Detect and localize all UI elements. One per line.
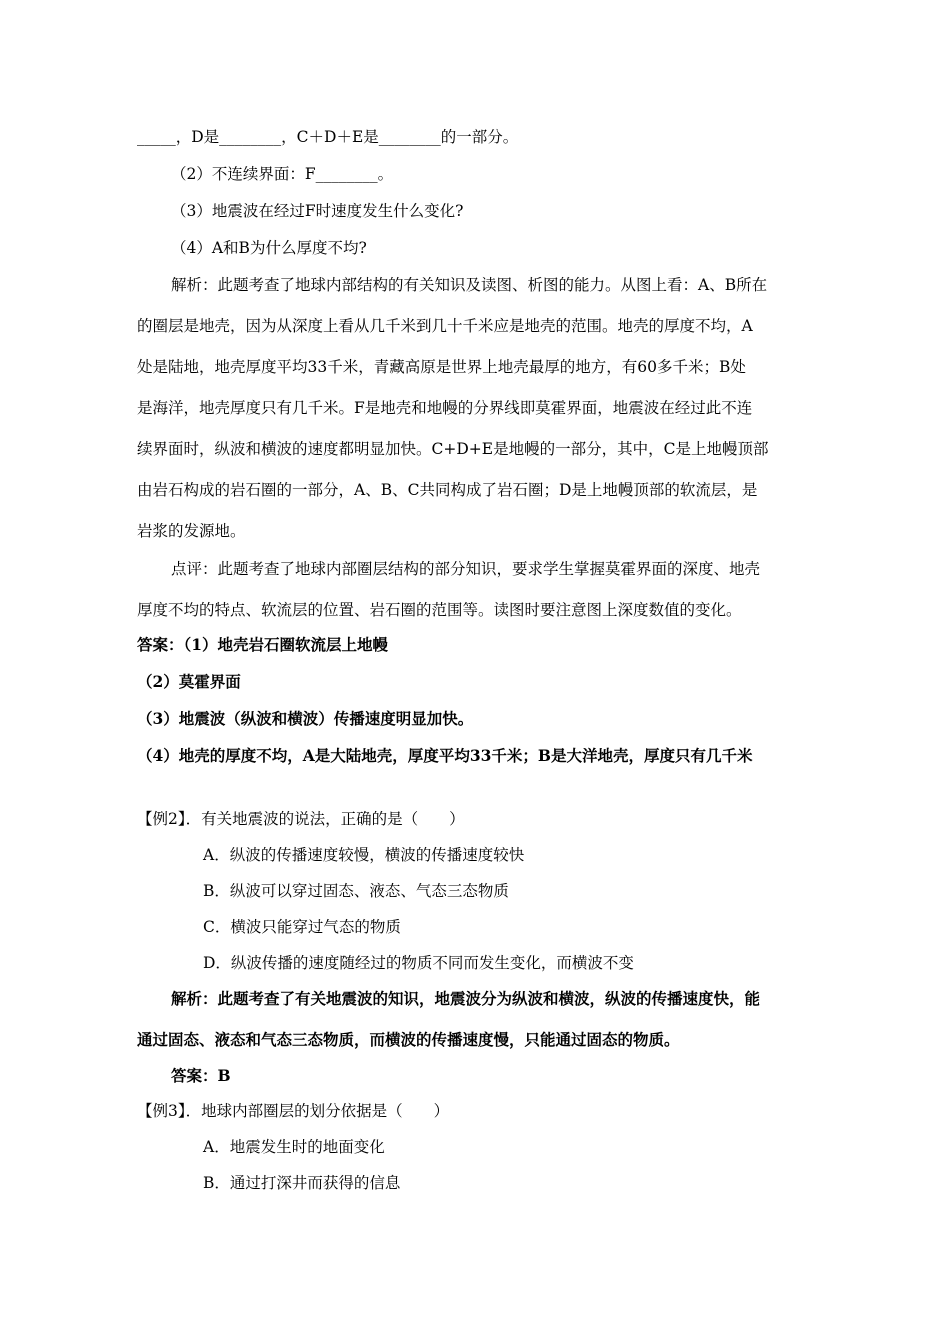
answer-line: （4）地壳的厚度不均，A是大陆地壳，厚度平均33千米；B是大洋地壳，厚度只有几千米 xyxy=(137,746,753,765)
example-3-option-b: B．通过打深井而获得的信息 xyxy=(203,1174,401,1192)
comment-line: 点评：此题考查了地球内部圈层结构的部分知识，要求学生掌握莫霍界面的深度、地壳 xyxy=(171,560,761,578)
analysis-line: 续界面时，纵波和横波的速度都明显加快。C+D+E是地幔的一部分，其中，C是上地幔顶部 xyxy=(137,440,769,458)
analysis-line: 的圈层是地壳，因为从深度上看从几千米到几十千米应是地壳的范围。地壳的厚度不均，A xyxy=(137,317,753,335)
analysis-line: 解析：此题考查了地球内部结构的有关知识及读图、析图的能力。从图上看：A、B所在 xyxy=(171,276,768,294)
example-2-option-a: A．纵波的传播速度较慢，横波的传播速度较快 xyxy=(203,846,525,864)
example-2-analysis-line: 通过固态、液态和气态三态物质，而横波的传播速度慢，只能通过固态的物质。 xyxy=(137,1030,680,1049)
question-2: （2）不连续界面：F________。 xyxy=(171,165,394,183)
example-2-option-b: B．纵波可以穿过固态、液态、气态三态物质 xyxy=(203,882,509,900)
example-2-answer: 答案：B xyxy=(171,1066,231,1085)
answer-line: 答案：（1）地壳岩石圈软流层上地幔 xyxy=(137,635,389,654)
example-2-question: 【例2】．有关地震波的说法，正确的是（ ） xyxy=(137,810,465,828)
question-3: （3）地震波在经过F时速度发生什么变化? xyxy=(171,202,464,220)
q1-continuation: _____，D是________，C＋D＋E是________的一部分。 xyxy=(137,128,519,146)
analysis-line: 由岩石构成的岩石圈的一部分，A、B、C共同构成了岩石圈；D是上地幔顶部的软流层，是 xyxy=(137,481,758,499)
example-2-option-c: C．横波只能穿过气态的物质 xyxy=(203,918,401,936)
example-2-option-d: D．纵波传播的速度随经过的物质不同而发生变化，而横波不变 xyxy=(203,954,634,972)
example-3-option-a: A．地震发生时的地面变化 xyxy=(203,1138,385,1156)
answer-line: （2）莫霍界面 xyxy=(137,672,241,691)
analysis-line: 岩浆的发源地。 xyxy=(137,522,246,540)
analysis-line: 处是陆地，地壳厚度平均33千米，青藏高原是世界上地壳最厚的地方，有60多千米；B处 xyxy=(137,358,746,376)
analysis-line: 是海洋，地壳厚度只有几千米。F是地壳和地幔的分界线即莫霍界面，地震波在经过此不连 xyxy=(137,399,753,417)
example-3-question: 【例3】．地球内部圈层的划分依据是（ ） xyxy=(137,1102,450,1120)
question-4: （4）A和B为什么厚度不均? xyxy=(171,239,367,257)
answer-line: （3）地震波（纵波和横波）传播速度明显加快。 xyxy=(137,709,474,728)
comment-line: 厚度不均的特点、软流层的位置、岩石圈的范围等。读图时要注意图上深度数值的变化。 xyxy=(137,601,742,619)
example-2-analysis-line: 解析：此题考查了有关地震波的知识，地震波分为纵波和横波，纵波的传播速度快，能 xyxy=(171,989,761,1008)
